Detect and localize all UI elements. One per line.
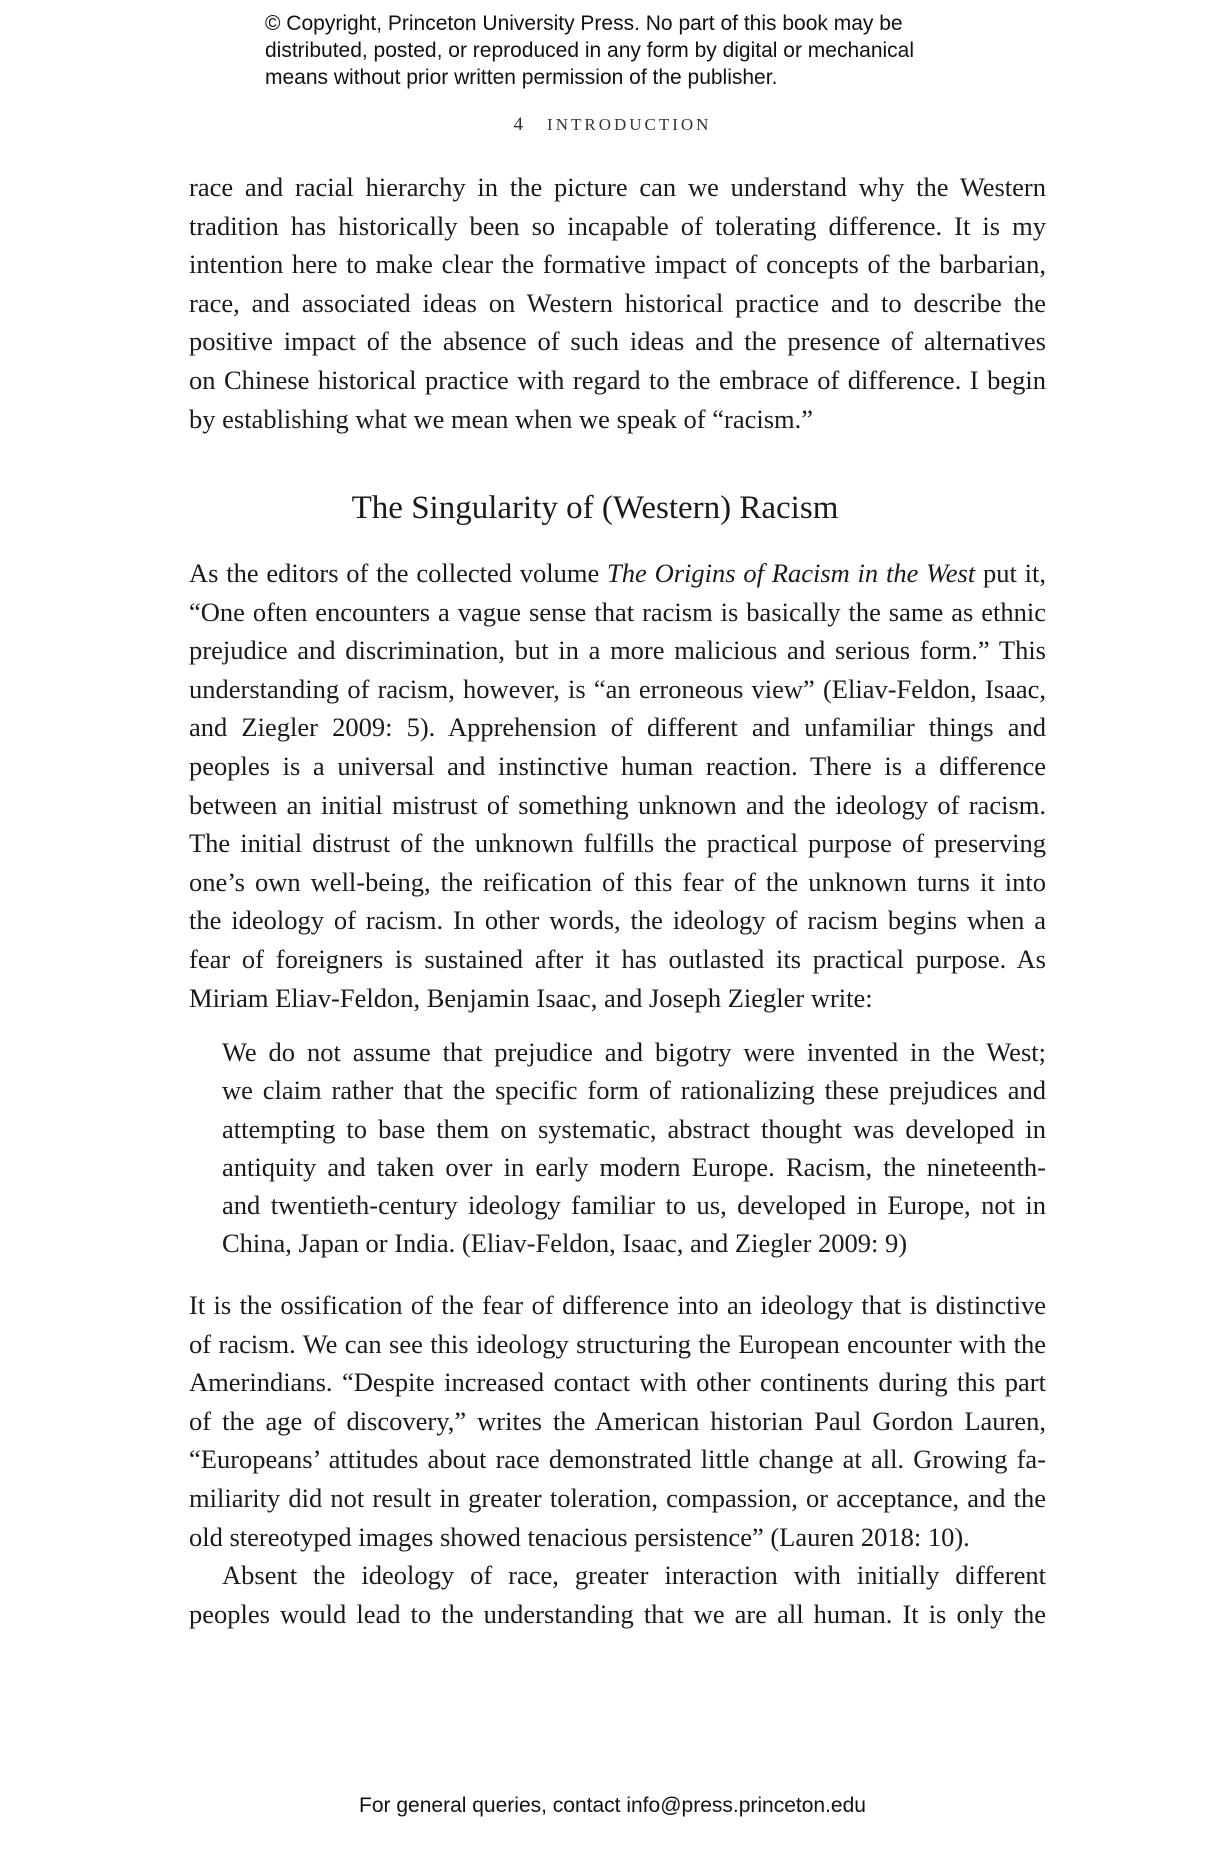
text-line: intention here to make clear the formative impact of concepts of the barbarian, xyxy=(189,249,1046,280)
quote-line: China, Japan or India. (Eliav-Feldon, Isaac, and Ziegler 2009: 9) xyxy=(222,1228,908,1259)
quote-line: and twentieth-century ideology familiar to us, developed in Europe, not in xyxy=(222,1190,1046,1221)
paragraph-3 xyxy=(189,1286,1046,1556)
text-line: The initial distrust of the unknown fulfills the practical purpose of preserving xyxy=(189,828,1046,859)
text-line: “One often encounters a vague sense that racism is basically the same as ethnic xyxy=(189,596,1046,627)
footer-contact: For general queries, contact info@press.princeton.edu xyxy=(359,1794,866,1817)
section-heading: The Singularity of (Western) Racism xyxy=(351,490,839,526)
copyright-line: distributed, posted, or reproduced in any form by digital or mechanical xyxy=(265,39,915,62)
text-line: “Europeans’ attitudes about race demonstrated little change at all. Growing fa- xyxy=(189,1444,1046,1475)
paragraph-1 xyxy=(189,168,1046,438)
text-line: by establishing what we mean when we speak of “racism.” xyxy=(189,403,814,434)
text-line: race and racial hierarchy in the picture can we understand why the Western xyxy=(189,172,1046,202)
text-line: tradition has historically been so incapable of tolerating difference. It is my xyxy=(189,210,1046,241)
paragraph-2 xyxy=(189,554,1046,1017)
copyright-line: means without prior written permission of the publisher. xyxy=(265,66,778,89)
running-head xyxy=(0,114,1225,136)
text-line: Miriam Eliav-Feldon, Benjamin Isaac, and Joseph Ziegler write: xyxy=(189,982,873,1013)
paragraph-4 xyxy=(189,1556,1046,1633)
text-line: Amerindians. “Despite increased contact with other continents during this part xyxy=(189,1367,1046,1398)
book-title: The Origins of Racism in the West xyxy=(607,558,976,588)
text-line: prejudice and discrimination, but in a more malicious and serious form.” This xyxy=(189,635,1046,666)
text-line: peoples would lead to the understanding that we are all human. It is only the xyxy=(189,1598,1046,1629)
page-number: 4 xyxy=(513,114,524,135)
quote-line: attempting to base them on systematic, abstract thought was developed in xyxy=(222,1113,1046,1144)
text-segment: As the editors of the collected volume xyxy=(189,558,608,588)
text-line: on Chinese historical practice with regard to the embrace of difference. I begin xyxy=(189,364,1046,395)
quote-line: We do not assume that prejudice and bigotry were invented in the West; xyxy=(222,1037,1046,1067)
text-line: It is the ossification of the fear of difference into an ideology that is distinctive xyxy=(189,1290,1046,1320)
text-line: understanding of racism, however, is “an erroneous view” (Eliav-Feldon, Isaac, xyxy=(189,673,1046,704)
text-line: of the age of discovery,” writes the American historian Paul Gordon Lauren, xyxy=(189,1405,1046,1436)
text-line: fear of foreigners is sustained after it has outlasted its practical purpose. As xyxy=(189,943,1046,974)
text-line: race, and associated ideas on Western historical practice and to describe the xyxy=(189,287,1046,318)
text-line: one’s own well-being, the reification of this fear of the unknown turns it into xyxy=(189,866,1046,897)
text-line: peoples is a universal and instinctive human reaction. There is a difference xyxy=(189,750,1046,781)
text-line: and Ziegler 2009: 5). Apprehension of different and unfamiliar things and xyxy=(189,712,1046,743)
copyright-notice xyxy=(265,10,1025,91)
text-segment: put it, xyxy=(975,558,1046,588)
text-line: old stereotyped images showed tenacious persistence” (Lauren 2018: 10). xyxy=(189,1521,970,1552)
chapter-title: INTRODUCTION xyxy=(547,115,712,134)
quote-line: antiquity and taken over in early modern Europe. Racism, the nineteenth- xyxy=(222,1151,1046,1182)
text-line: of racism. We can see this ideology structuring the European encounter with the xyxy=(189,1328,1046,1359)
text-line: Absent the ideology of race, greater interaction with initially different xyxy=(222,1560,1046,1590)
text-line: the ideology of racism. In other words, the ideology of racism begins when a xyxy=(189,905,1046,936)
text-line: miliarity did not result in greater toleration, compassion, or acceptance, and the xyxy=(189,1482,1046,1513)
text-line: positive impact of the absence of such ideas and the presence of alternatives xyxy=(189,326,1046,357)
text-line: between an initial mistrust of something unknown and the ideology of racism. xyxy=(189,789,1046,820)
block-quote xyxy=(222,1033,1046,1263)
copyright-line: © Copyright, Princeton University Press. No part of this book may be xyxy=(265,12,903,35)
quote-line: we claim rather that the specific form of rationalizing these prejudices and xyxy=(222,1075,1046,1106)
text-line xyxy=(189,554,1046,593)
